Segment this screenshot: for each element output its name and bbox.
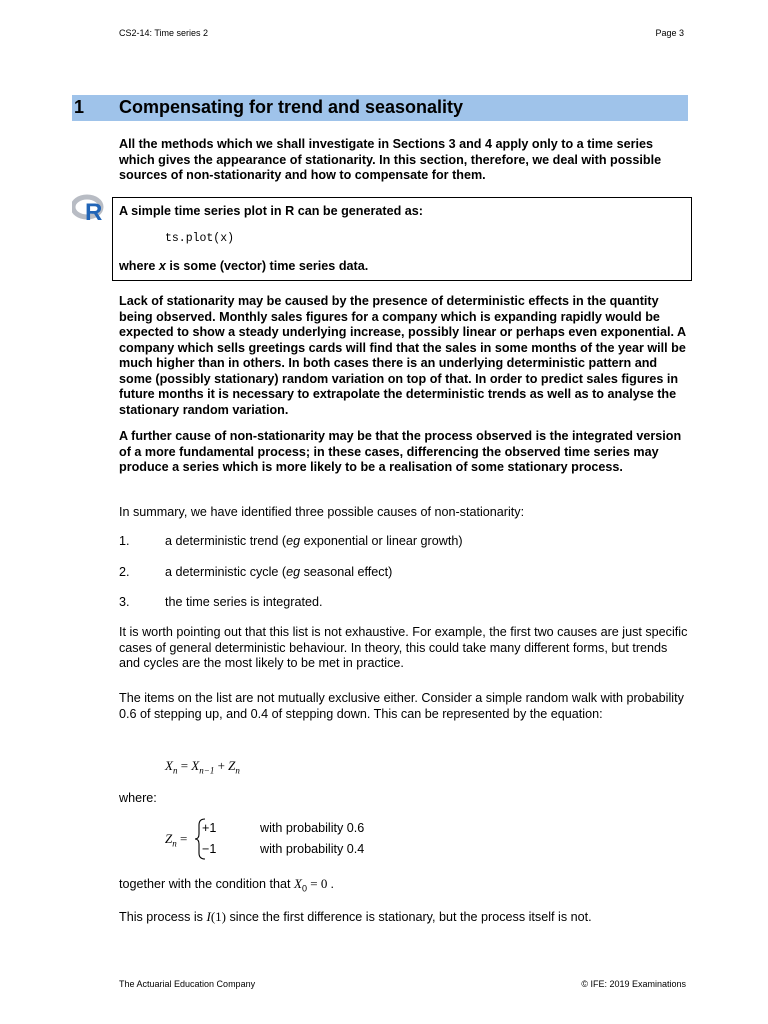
section-title: Compensating for trend and seasonality (119, 97, 464, 117)
footer-copyright: © IFE: 2019 Examinations (581, 979, 686, 989)
list-item-number: 2. (119, 565, 130, 579)
list-item: a deterministic trend (eg exponential or linear growth) (165, 534, 463, 548)
summary-sentence: In summary, we have identified three possible causes of non-stationarity: (119, 505, 525, 519)
list-item-number: 1. (119, 534, 130, 548)
case-minus-one-probability: with probability 0.4 (260, 842, 365, 856)
r-code-line: ts.plot(x) (165, 232, 235, 245)
r-box-note: where x is some (vector) time series data. (119, 259, 369, 273)
final-sentence: This process is I(1) since the first difference is stationary, but the process itself is not. (119, 909, 592, 924)
running-header-left: CS2-14: Time series 2 (119, 28, 209, 38)
case-minus-one-value: −1 (202, 842, 217, 856)
r-logo-icon (72, 194, 108, 224)
page-number: Page 3 (655, 28, 684, 38)
list-item: a deterministic cycle (eg seasonal effect) (165, 565, 393, 579)
case-plus-one-probability: with probability 0.6 (260, 821, 365, 835)
case-plus-one-value: +1 (202, 821, 217, 835)
list-item: the time series is integrated. (165, 595, 323, 609)
paragraph-lack-of-stationarity: Lack of stationarity may be caused by the presence of deterministic effects in the quantity being observed. Monthly sales figures for a company which is expanding rapidly would be expected to show a steady underlying increase, possibly linear or perhaps even exponential. A company which sells greetings cards will find that the sales in some months of the year will be much higher than in others. In both cases there is an underlying deterministic pattern and some (possibly stationary) random variation on top of that. In order to predict sales figures in future months it is necessary to extrapolate the deterministic trends as well as to analyse the stationary random variation. (119, 294, 686, 417)
piecewise-lhs: $Z_n$ = (165, 831, 188, 849)
svg-text:R: R (85, 199, 103, 224)
list-item-number: 3. (119, 595, 130, 609)
initial-condition-sentence: together with the condition that $X_0 = 0$ . (119, 876, 334, 894)
section-number: 1 (74, 97, 85, 117)
random-walk-equation: $X_n = X_{n-1} + Z_n$ (165, 758, 240, 776)
paragraph-not-exhaustive: It is worth pointing out that this list is not exhaustive. For example, the first two causes are just specific cases of general deterministic behaviour. In theory, this could take many different forms, but trends and cycles are the most likely to be met in practice. (119, 625, 688, 670)
r-box-intro: A simple time series plot in R can be generated as: (119, 204, 423, 218)
intro-paragraph: All the methods which we shall investigate in Sections 3 and 4 apply only to a time series which gives the appearance of stationarity. In this section, therefore, we deal with possible sources of non-stationarity and how to compensate for them. (119, 137, 662, 182)
footer-left: The Actuarial Education Company (119, 979, 256, 989)
paragraph-not-exclusive: The items on the list are not mutually exclusive either. Consider a simple random walk with probability 0.6 of stepping up, and 0.4 of stepping down. This can be represented by the equation: (119, 691, 684, 721)
paragraph-further-cause: A further cause of non-stationarity may be that the process observed is the integrated version of a more fundamental process; in these cases, differencing the observed time series may produce a series which is more likely to be a realisation of some stationary process. (119, 429, 682, 474)
where-label: where: (119, 791, 157, 805)
